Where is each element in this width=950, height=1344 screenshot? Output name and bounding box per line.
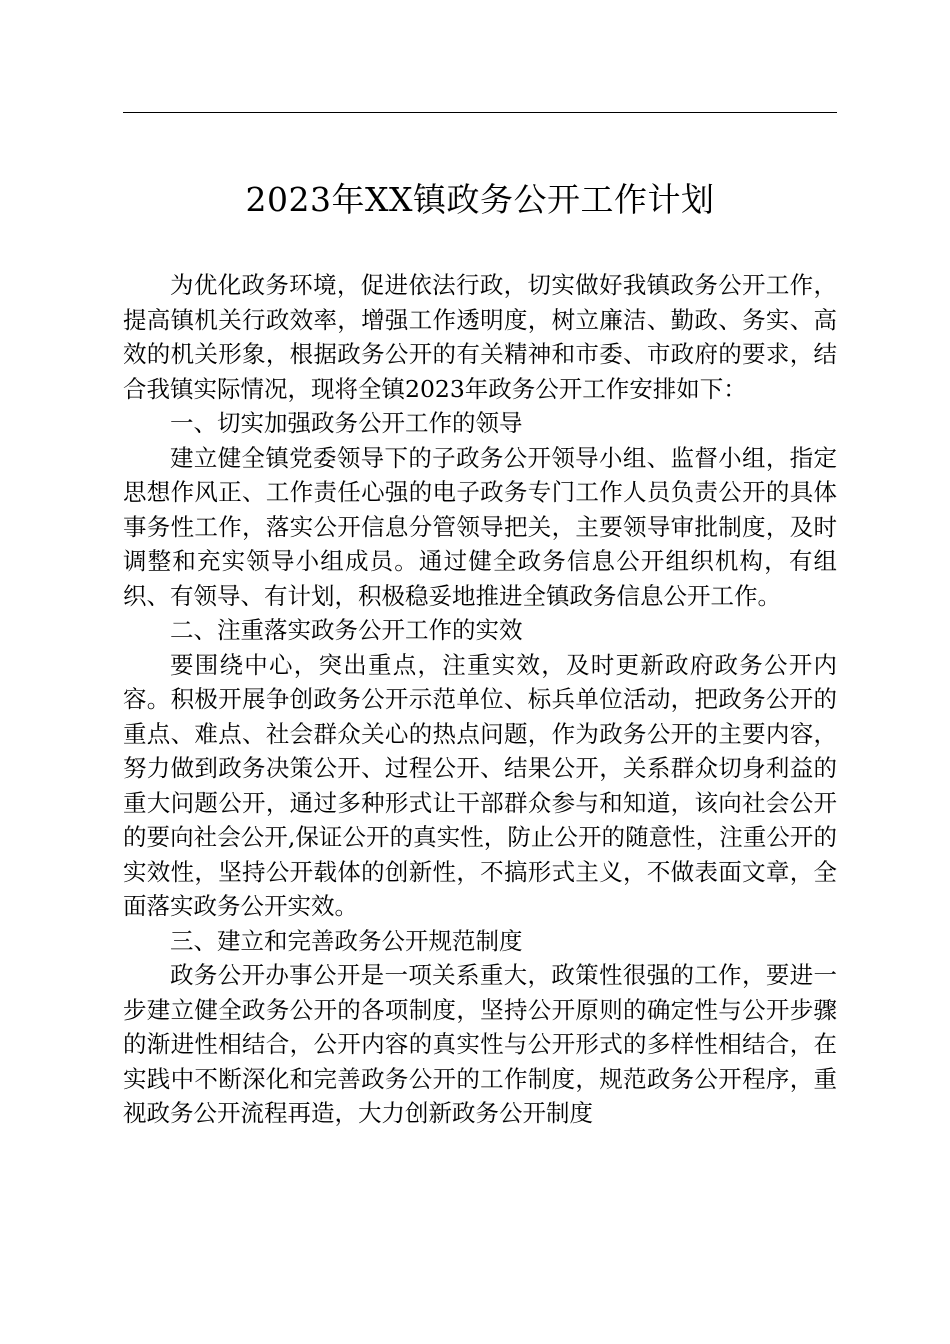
section-paragraph-2: 要围绕中心，突出重点，注重实效，及时更新政府政务公开内容。积极开展争创政务公开示范单位、标兵单位活动，把政务公开的重点、难点、社会群众关心的热点问题，作为政务公开的主要内容，努力做到政务决策公开、过程公开、结果公开，关系群众切身利益的重大问题公开，通过多种形式让干部群众参与和知道，该向社会公开的要向社会公开,保证公开的真实性，防止公开的随意性，注重公开的实效性，坚持公开载体的创新性，不搞形式主义，不做表面文章，全面落实政务公开实效。: [123, 650, 837, 920]
section-paragraph-3: 政务公开办事公开是一项关系重大，政策性很强的工作，要进一步建立健全政务公开的各项制度，坚持公开原则的确定性与公开步骤的渐进性相结合，公开内容的真实性与公开形式的多样性相结合，在实践中不断深化和完善政务公开的工作制度，规范政务公开程序，重视政务公开流程再造，大力创新政务公开制度: [123, 961, 837, 1127]
document-body: [123, 268, 837, 1131]
section-heading-1: 一、切实加强政务公开工作的领导: [170, 409, 523, 437]
document-title: 2023年XX镇政务公开工作计划: [245, 180, 715, 219]
header-rule: [123, 112, 837, 113]
intro-paragraph: 为优化政务环境，促进依法行政，切实做好我镇政务公开工作，提高镇机关行政效率，增强工作透明度，树立廉洁、勤政、务实、高效的机关形象，根据政务公开的有关精神和市委、市政府的要求，结合我镇实际情况，现将全镇2023年政务公开工作安排如下：: [123, 271, 837, 403]
section-heading-2: 二、注重落实政务公开工作的实效: [170, 616, 523, 644]
section-paragraph-1: 建立健全镇党委领导下的子政务公开领导小组、监督小组，指定思想作风正、工作责任心强的电子政务专门工作人员负责公开的具体事务性工作，落实公开信息分管领导把关，主要领导审批制度，及时调整和充实领导小组成员。通过健全政务信息公开组织机构，有组织、有领导、有计划，积极稳妥地推进全镇政务信息公开工作。: [123, 443, 837, 610]
section-heading-3: 三、建立和完善政务公开规范制度: [170, 926, 523, 955]
